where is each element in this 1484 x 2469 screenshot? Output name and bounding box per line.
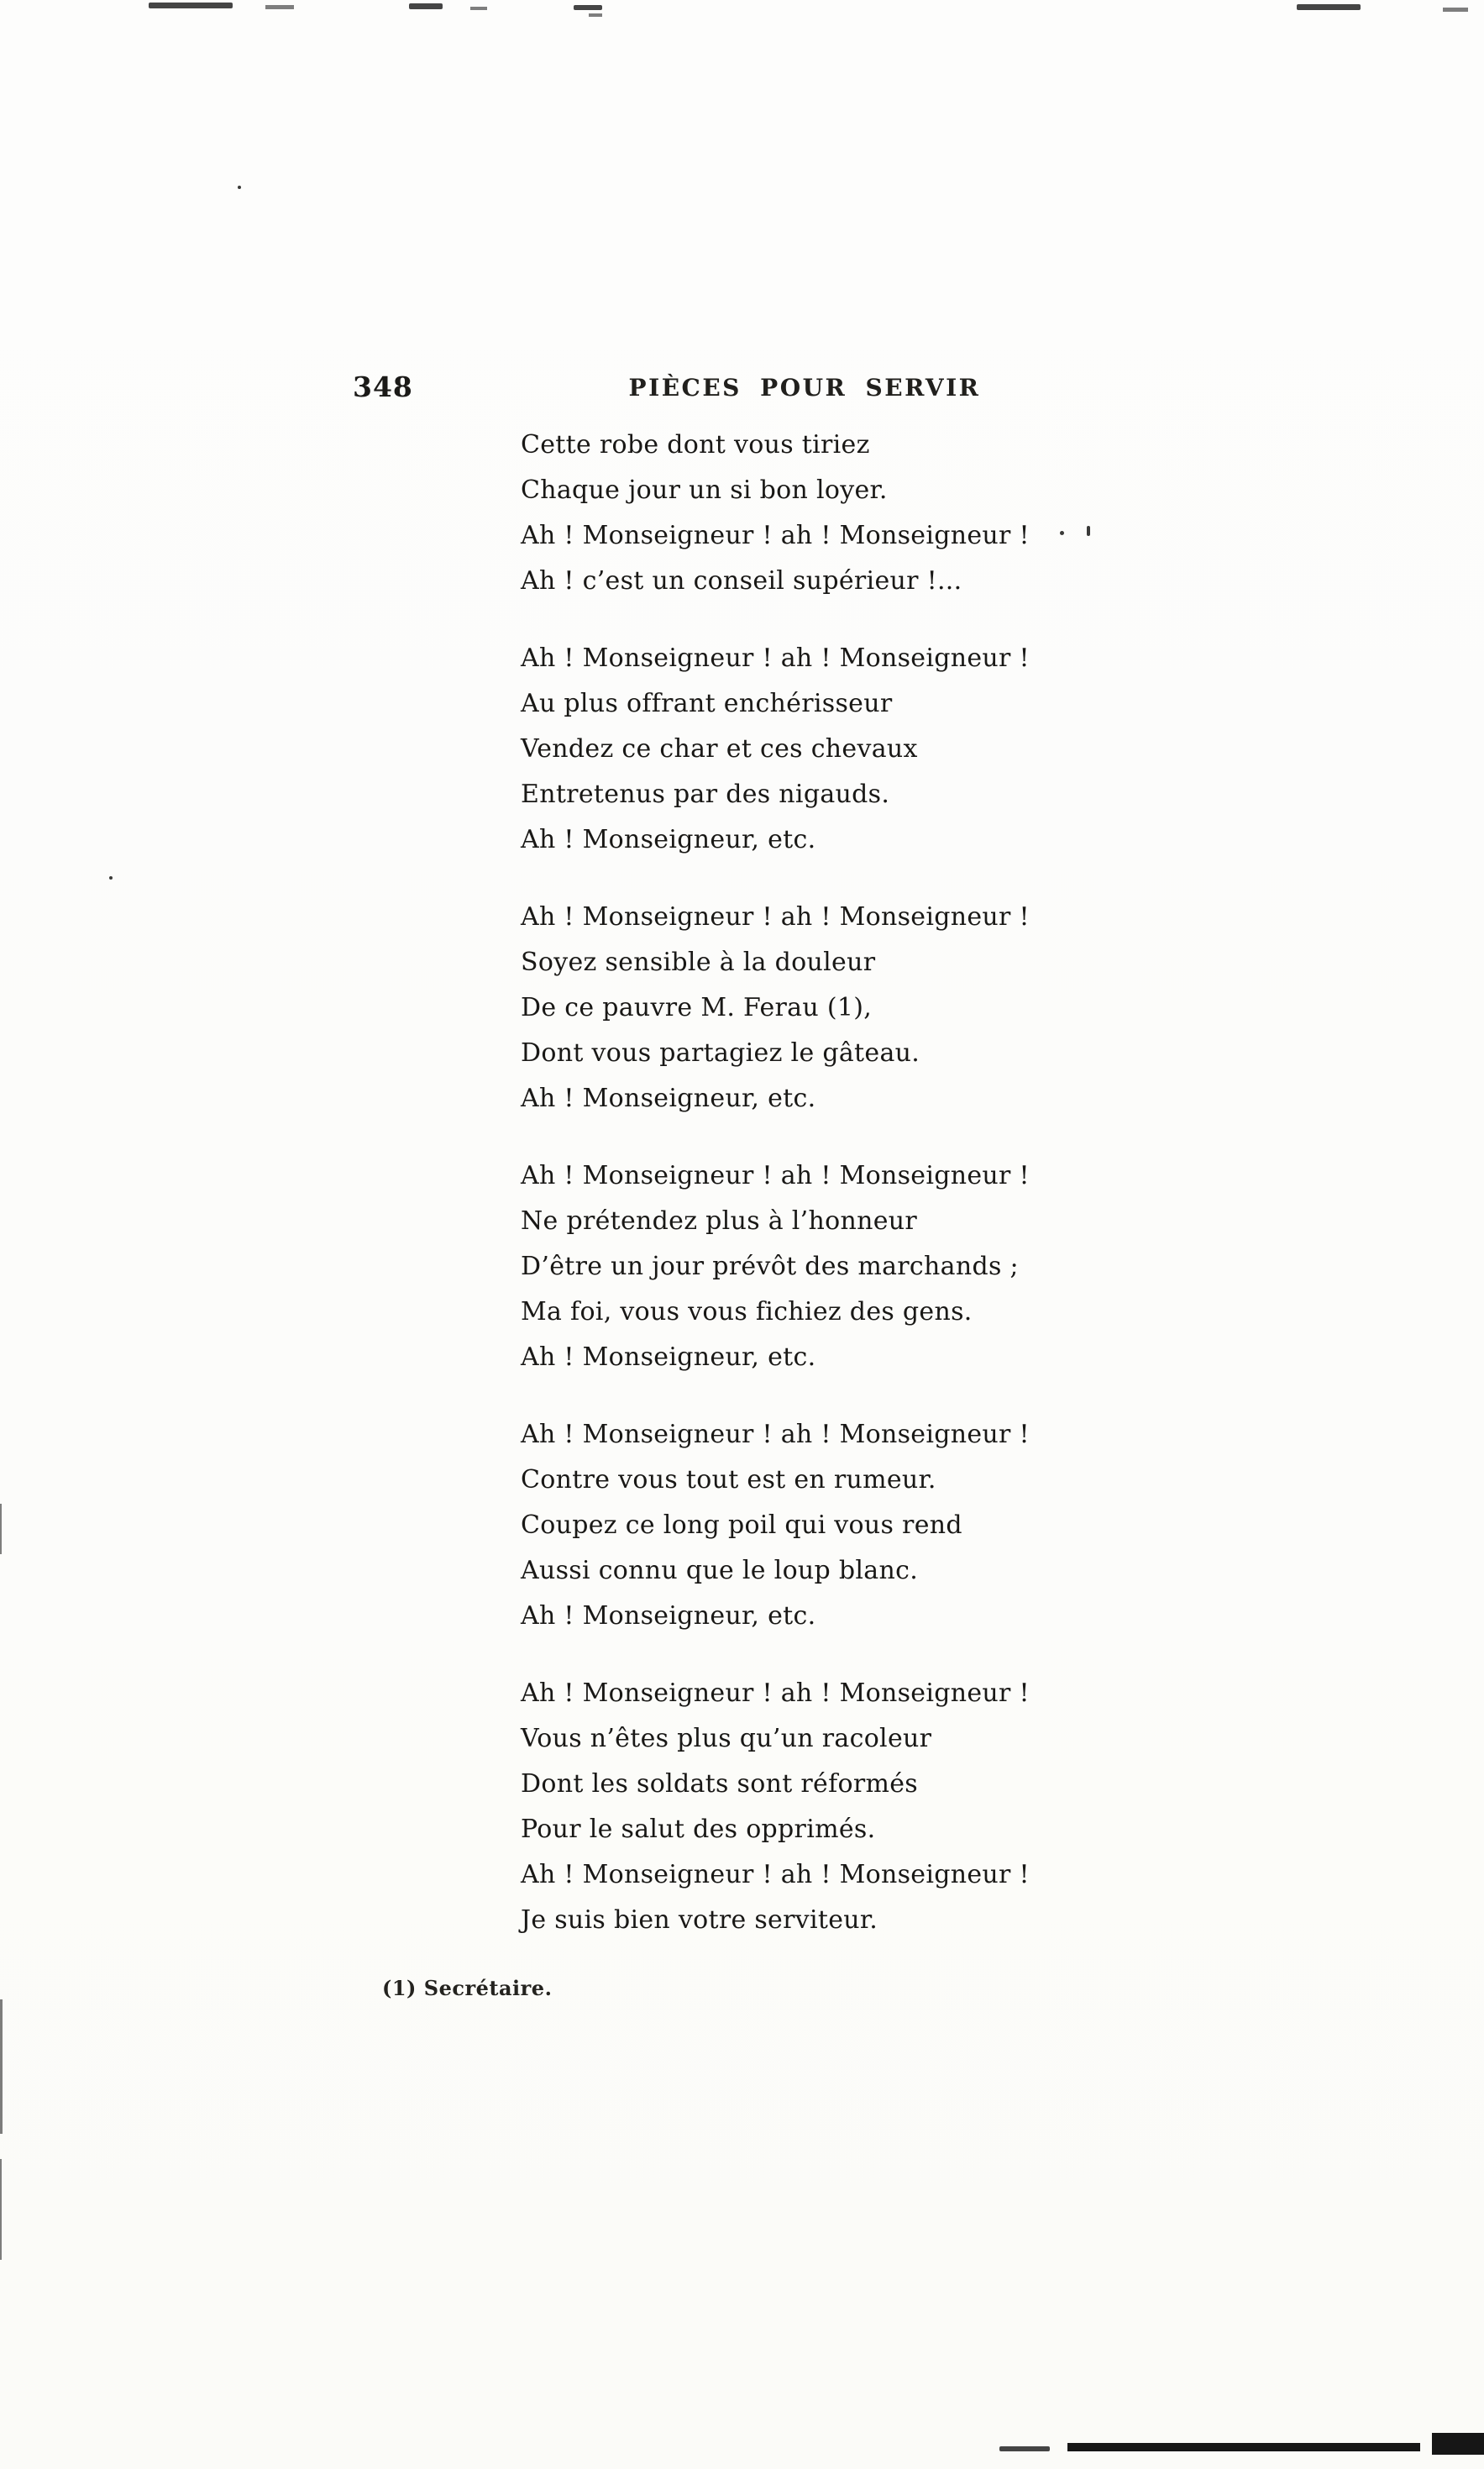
poem-line: Vendez ce char et ces chevaux xyxy=(521,734,918,764)
scan-artifact xyxy=(0,2159,2,2260)
ink-speck xyxy=(238,186,241,189)
poem-line: De ce pauvre M. Ferau (1), xyxy=(521,993,873,1022)
stanza xyxy=(521,1412,1030,1639)
poem-line: Ah ! Monseigneur, etc. xyxy=(521,1084,816,1113)
poem-line: D’être un jour prévôt des marchands ; xyxy=(521,1252,1019,1281)
scan-artifact xyxy=(149,3,233,8)
poem-line: Dont les soldats sont réformés xyxy=(521,1769,919,1799)
scan-artifact xyxy=(1432,2433,1484,2455)
poem-line: Pour le salut des opprimés. xyxy=(521,1815,876,1844)
poem-line: Ah ! Monseigneur, etc. xyxy=(521,825,816,854)
scan-artifact xyxy=(1443,8,1468,12)
poem-line: Ah ! Monseigneur ! ah ! Monseigneur ! xyxy=(521,1161,1030,1190)
poem-line: Ah ! Monseigneur ! ah ! Monseigneur ! xyxy=(521,1420,1030,1449)
poem-line: Ah ! Monseigneur ! ah ! Monseigneur ! xyxy=(521,902,1030,932)
poem-line: Ne prétendez plus à l’honneur xyxy=(521,1206,918,1236)
poem-line: Ma foi, vous vous fichiez des gens. xyxy=(521,1297,973,1326)
page-header: PIÈCES POUR SERVIR xyxy=(628,374,981,402)
scan-artifact xyxy=(0,1999,3,2134)
poem-line: Au plus offrant enchérisseur xyxy=(521,689,893,718)
scan-artifact xyxy=(470,7,487,10)
ink-speck xyxy=(1087,526,1090,536)
poem-line: Ah ! Monseigneur ! ah ! Monseigneur ! xyxy=(521,521,1030,550)
poem-line: Entretenus par des nigauds. xyxy=(521,780,890,809)
poem-line: Ah ! Monseigneur, etc. xyxy=(521,1342,816,1372)
scan-artifact xyxy=(265,5,294,9)
scan-artifact xyxy=(1067,2443,1420,2451)
poem-line: Coupez ce long poil qui vous rend xyxy=(521,1510,962,1540)
stanza xyxy=(521,1671,1030,1943)
page-number: 348 xyxy=(353,370,413,403)
poem-line: Ah ! c’est un conseil supérieur !... xyxy=(521,566,962,596)
stanza xyxy=(521,636,1030,863)
footnote: (1) Secrétaire. xyxy=(382,1976,553,2000)
poem-line: Ah ! Monseigneur, etc. xyxy=(521,1601,816,1631)
scan-artifact xyxy=(999,2446,1050,2451)
poem-line: Chaque jour un si bon loyer. xyxy=(521,475,888,505)
poem-line: Cette robe dont vous tiriez xyxy=(521,430,870,460)
poem-line: Vous n’êtes plus qu’un racoleur xyxy=(521,1724,932,1753)
poem-line: Soyez sensible à la douleur xyxy=(521,948,876,977)
ink-speck xyxy=(1060,531,1064,535)
scan-artifact xyxy=(409,3,443,9)
stanza xyxy=(521,423,1030,604)
poem-line: Aussi connu que le loup blanc. xyxy=(521,1556,919,1585)
ink-speck xyxy=(109,876,113,880)
poem-line: Dont vous partagiez le gâteau. xyxy=(521,1038,920,1068)
poem-line: Je suis bien votre serviteur. xyxy=(521,1905,878,1935)
poem xyxy=(521,423,1030,1943)
stanza xyxy=(521,895,1030,1122)
poem-line: Ah ! Monseigneur ! ah ! Monseigneur ! xyxy=(521,1678,1030,1708)
poem-line: Contre vous tout est en rumeur. xyxy=(521,1465,936,1495)
scan-artifact xyxy=(1297,4,1361,10)
poem-line: Ah ! Monseigneur ! ah ! Monseigneur ! xyxy=(521,1860,1030,1889)
stanza xyxy=(521,1153,1030,1380)
poem-line: Ah ! Monseigneur ! ah ! Monseigneur ! xyxy=(521,644,1030,673)
scan-artifact xyxy=(589,13,602,17)
scan-artifact xyxy=(0,1504,2,1554)
scan-artifact xyxy=(574,5,602,10)
